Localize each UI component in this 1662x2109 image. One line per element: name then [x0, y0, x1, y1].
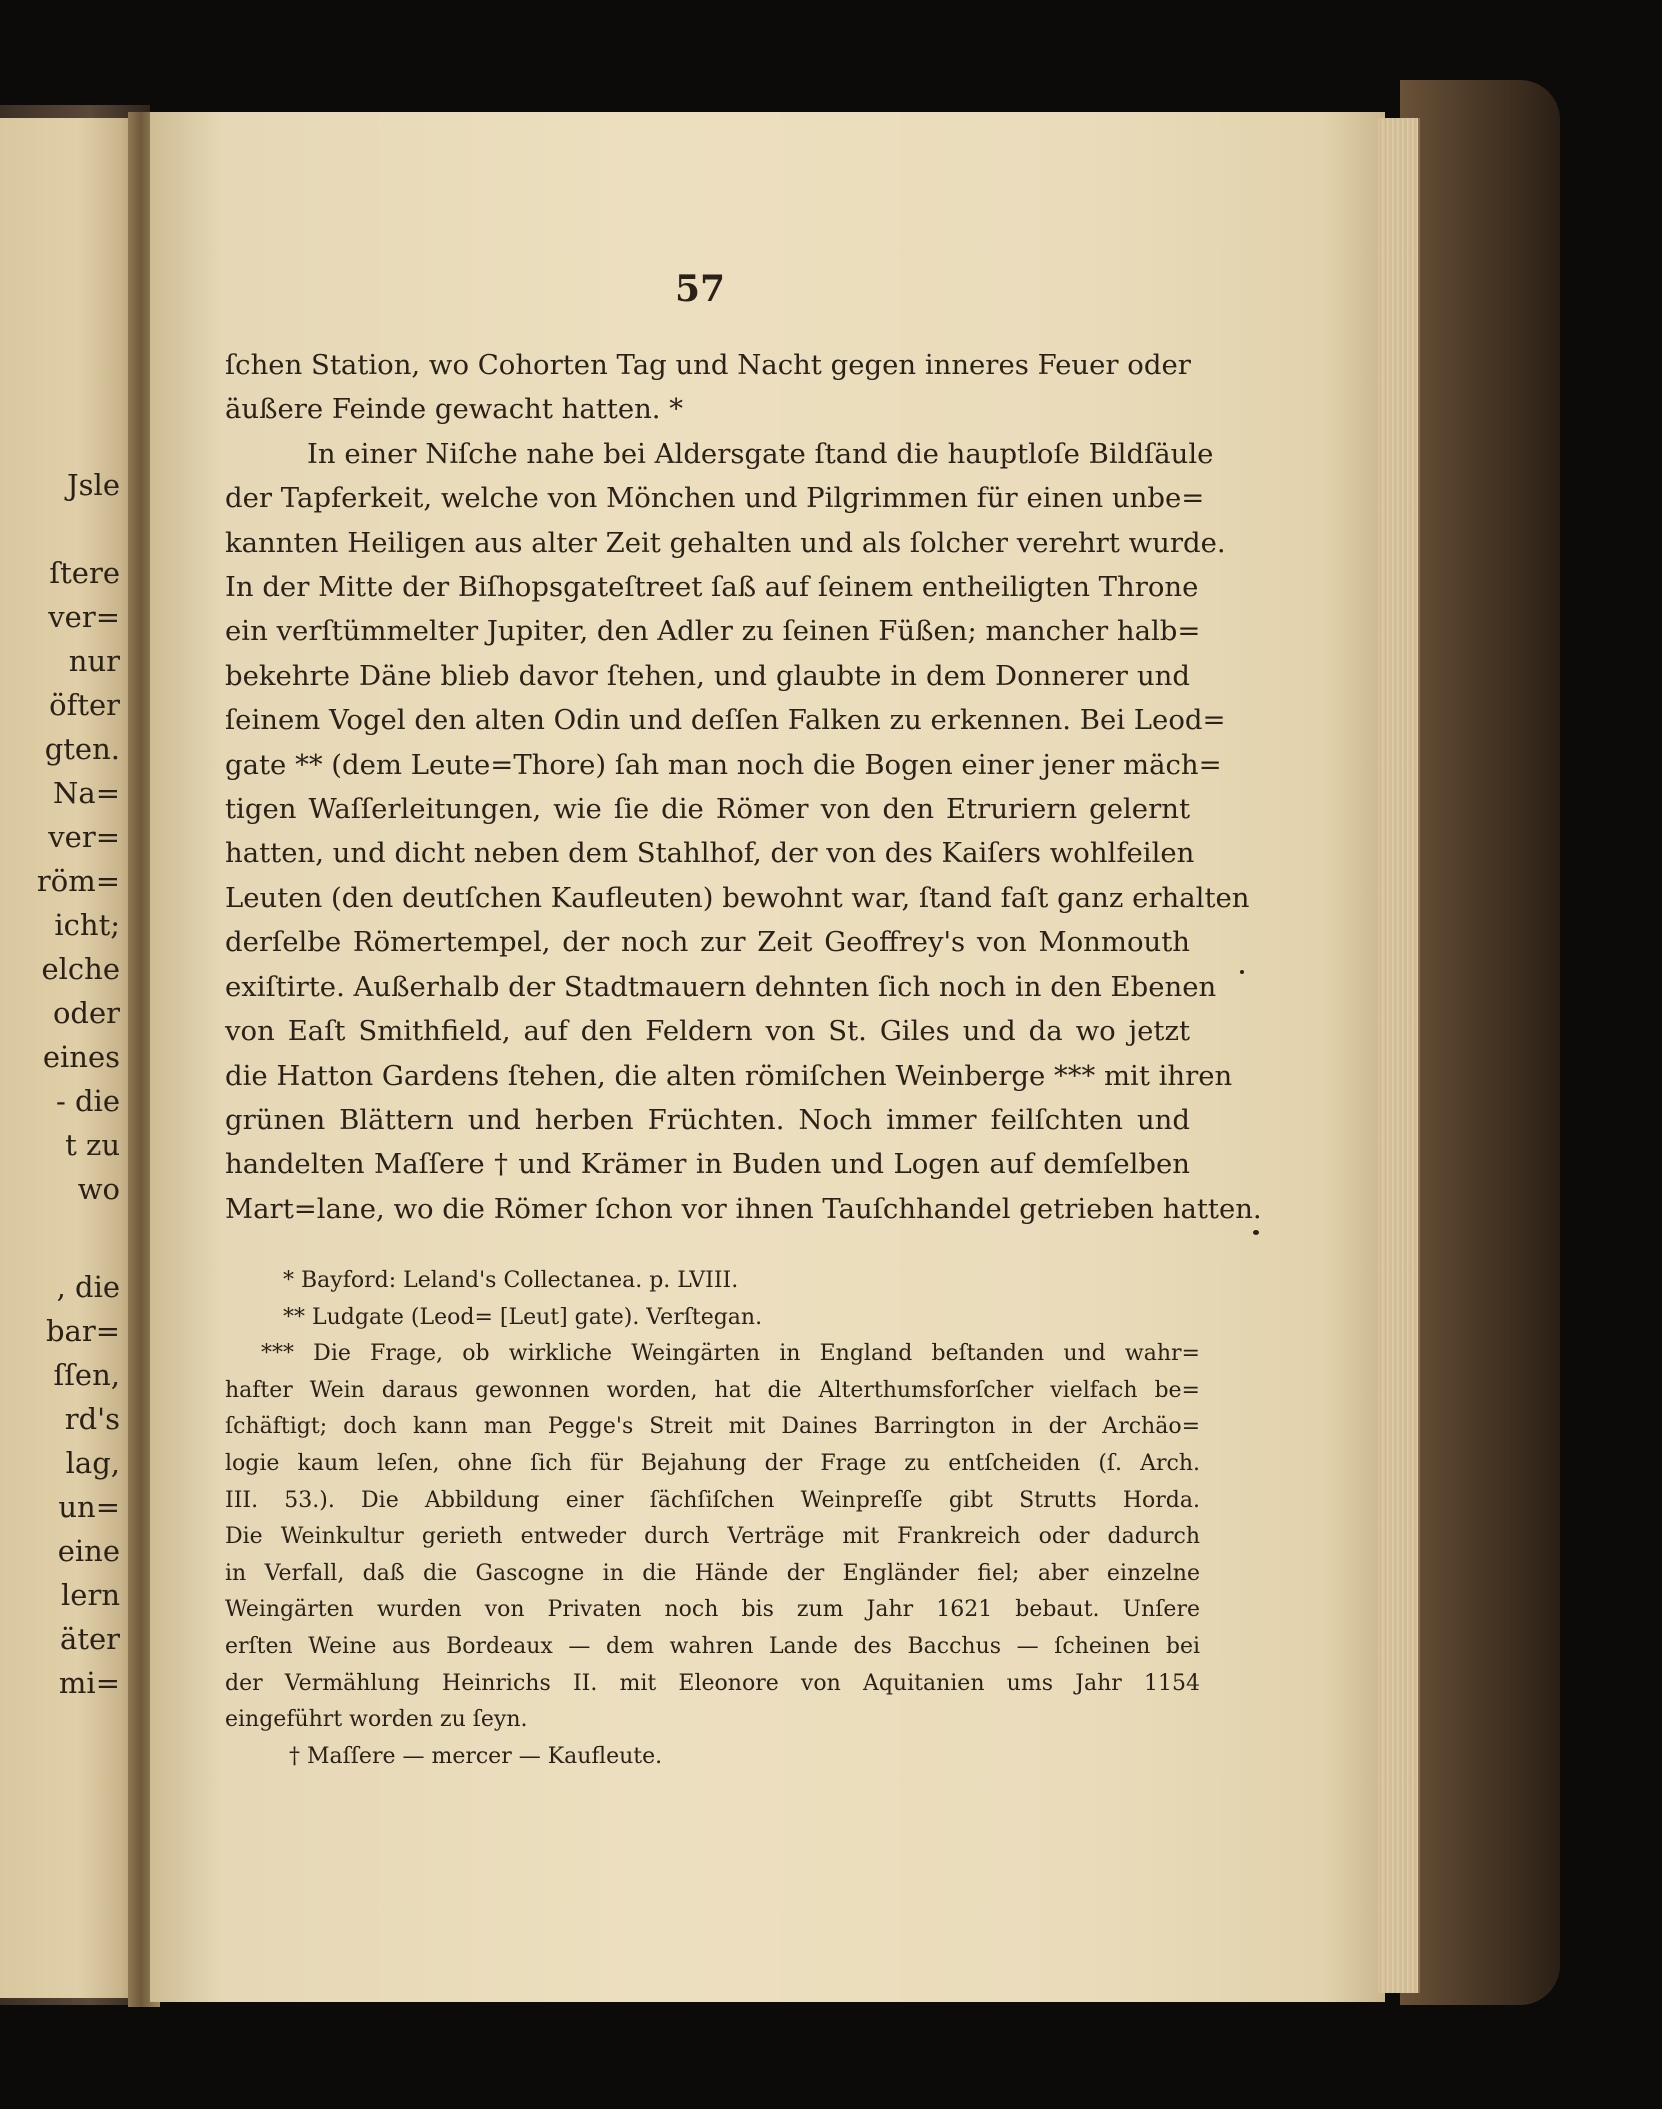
footnote-line: der Vermählung Heinrichs II. mit Eleonore von Aquitanien ums Jahr 1154 [225, 1670, 1200, 1696]
left-page-line: gten. [44, 732, 120, 766]
left-page-line: - die [55, 1084, 120, 1118]
left-page-line: ſtere [49, 556, 120, 590]
left-page-line: un= [58, 1490, 120, 1524]
left-page-line: ver= [48, 820, 120, 854]
footnote-line: * Bayford: Leland's Collectanea. p. LVIII. [283, 1268, 739, 1293]
left-page-line: elche [41, 952, 120, 986]
footnote-line: logie kaum leſen, ohne ſich für Bejahung der Frage zu entſcheiden (ſ. Arch. [225, 1450, 1200, 1476]
body-line: hatten, und dicht neben dem Stahlhof, der von des Kaiſers wohlfeilen [225, 837, 1195, 870]
body-line: derſelbe Römertempel, der noch zur Zeit Geoffrey's von Monmouth [225, 926, 1190, 959]
body-line: von Eaſt Smithfield, auf den Feldern von St. Giles und da wo jetzt [225, 1015, 1190, 1048]
page-number: 57 [675, 268, 726, 310]
ink-speck [1240, 970, 1244, 974]
footnote-line: eingeführt worden zu ſeyn. [225, 1707, 528, 1733]
left-page-line: oder [52, 996, 120, 1030]
body-line: grünen Blättern und herben Früchten. Noch immer feilſchten und [225, 1103, 1190, 1136]
left-page-line: wo [77, 1172, 120, 1206]
left-page-line: lern [61, 1578, 120, 1612]
body-line: bekehrte Däne blieb davor ſtehen, und glaubte in dem Donnerer und [225, 659, 1190, 692]
body-line: äußere Feinde gewacht hatten. * [225, 393, 684, 426]
left-page-line: öfter [49, 688, 120, 722]
body-line: gate ** (dem Leute=Thore) ſah man noch die Bogen einer jener mäch= [225, 748, 1222, 781]
footnote-line: Die Weinkultur gerieth entweder durch Verträge mit Frankreich oder dadurch [225, 1524, 1200, 1550]
body-line: tigen Waſſerleitungen, wie ſie die Römer von den Etruriern gelernt [225, 793, 1190, 826]
footnote-line: † Maſſere — mercer — Kaufleute. [289, 1743, 663, 1769]
body-line: die Hatton Gardens ſtehen, die alten römiſchen Weinberge *** mit ihren [225, 1059, 1233, 1092]
body-line: ein verſtümmelter Jupiter, den Adler zu ſeinen Füßen; mancher halb= [225, 615, 1201, 648]
body-line: In einer Niſche nahe bei Aldersgate ſtand die hauptloſe Bildſäule [307, 437, 1214, 470]
body-line: ſchen Station, wo Cohorten Tag und Nacht gegen inneres Feuer oder [225, 349, 1191, 381]
body-line: handelten Maſſere † und Krämer in Buden und Logen auf demſelben [225, 1148, 1190, 1181]
left-page-line: äter [60, 1622, 120, 1656]
body-line: exiſtirte. Außerhalb der Stadtmauern dehnten ſich noch in den Ebenen [225, 970, 1217, 1003]
left-page-line: eine [57, 1534, 120, 1568]
footnote-line: *** Die Frage, ob wirkliche Weingärten in England beſtanden und wahr= [261, 1341, 1200, 1367]
footnotes [225, 1263, 1200, 1775]
left-page-line: bar= [45, 1314, 120, 1348]
page-edges [1378, 118, 1420, 1993]
left-page-line: ſſen, [53, 1358, 120, 1392]
left-page-line: eines [42, 1040, 120, 1074]
body-line: Mart=lane, wo die Römer ſchon vor ihnen Tauſchhandel getrieben hatten. [225, 1192, 1262, 1225]
left-page [0, 118, 142, 1998]
footnote-line: ** Ludgate (Leod= [Leut] gate). Verſtegan. [283, 1304, 763, 1330]
footnote-line: hafter Wein daraus gewonnen worden, hat die Alterthumsforſcher vielfach be= [225, 1377, 1200, 1403]
left-page-line: Jsle [67, 468, 120, 502]
left-page-line: , die [56, 1270, 120, 1304]
ink-speck [1253, 1230, 1259, 1235]
left-page-line: nur [68, 644, 120, 678]
left-page-line: Na= [53, 776, 120, 810]
footnote-line: III. 53.). Die Abbildung einer ſächſiſchen Weinpreſſe gibt Strutts Horda. [225, 1487, 1200, 1513]
body-line: In der Mitte der Biſhopsgateſtreet ſaß auf ſeinem entheiligten Throne [225, 571, 1199, 604]
body-line: der Tapferkeit, welche von Mönchen und Pilgrimmen für einen unbe= [225, 482, 1205, 515]
left-page-line: icht; [54, 908, 120, 942]
right-cover [1400, 80, 1560, 2005]
footnote-line: erſten Weine aus Bordeaux — dem wahren Lande des Bacchus — ſcheinen bei [225, 1633, 1200, 1659]
footnote-line: ſchäftigt; doch kann man Pegge's Streit mit Daines Barrington in der Archäo= [225, 1414, 1200, 1440]
left-page-line: t zu [65, 1128, 120, 1162]
left-page-line: mi= [58, 1666, 120, 1700]
footnote-line: in Verfall, daß die Gascogne in die Hände der Engländer fiel; aber einzelne [225, 1560, 1200, 1586]
left-page-line: lag, [65, 1446, 120, 1480]
footnote-line: Weingärten wurden von Privaten noch bis zum Jahr 1621 bebaut. Unſere [225, 1597, 1200, 1623]
left-page-line: röm= [36, 864, 120, 898]
body-line: Leuten (den deutſchen Kaufleuten) bewohnt war, ſtand faſt ganz erhalten [225, 881, 1250, 914]
body-line: kannten Heiligen aus alter Zeit gehalten und als ſolcher verehrt wurde. [225, 526, 1226, 559]
body-line: ſeinem Vogel den alten Odin und deſſen Falken zu erkennen. Bei Leod= [225, 704, 1226, 737]
left-page-line: ver= [48, 600, 120, 634]
left-page-line: rd's [64, 1402, 120, 1436]
body-text [225, 343, 1262, 1231]
